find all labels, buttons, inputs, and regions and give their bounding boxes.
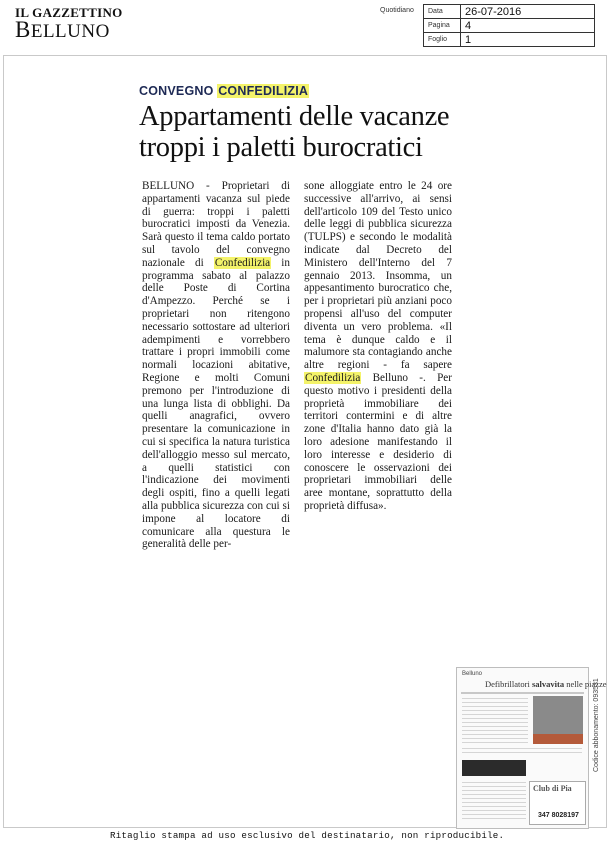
- thumbnail-dark-block: [462, 760, 526, 776]
- masthead-edition: BELLUNO: [15, 17, 110, 42]
- thumbnail-text-line: [462, 810, 526, 811]
- meta-value-page: 4: [461, 19, 595, 33]
- thumbnail-advertisement: [529, 781, 586, 825]
- thumbnail-text-line: [462, 718, 528, 719]
- headline-line-1: Appartamenti delle vacanze: [139, 101, 450, 132]
- masthead-title: IL GAZZETTINO: [15, 5, 123, 20]
- thumbnail-text-line: [462, 722, 528, 723]
- metadata-table: [423, 4, 595, 47]
- thumbnail-text-line: [462, 714, 528, 715]
- thumbnail-text-line: [462, 794, 526, 795]
- kicker-highlight: CONFEDILIZIA: [218, 84, 309, 98]
- newspaper-masthead: [15, 6, 135, 42]
- thumbnail-text-line: [462, 814, 526, 815]
- thumbnail-text-line: [462, 742, 528, 743]
- subscription-code: Codice abbonamento: 093531: [593, 678, 600, 772]
- thumbnail-text-line: [462, 752, 582, 753]
- thumbnail-text-line: [462, 798, 526, 799]
- thumbnail-text-line: [462, 710, 528, 711]
- meta-value-date: 26-07-2016: [461, 5, 595, 19]
- thumbnail-text-line: [462, 698, 528, 699]
- thumbnail-text-line: [462, 734, 528, 735]
- footer-disclaimer: Ritaglio stampa ad uso esclusivo del destinatario, non riproducibile.: [110, 830, 505, 841]
- thumbnail-text-line: [462, 706, 528, 707]
- thumbnail-headline: Defibrillatori salvavita nelle piazze: [485, 679, 607, 689]
- thumbnail-photo: [533, 696, 583, 734]
- thumbnail-text-line: [462, 786, 526, 787]
- thumbnail-text-line: [462, 748, 582, 749]
- thumbnail-text-line: [462, 818, 526, 819]
- article-column-1: BELLUNO - Proprietari di appartamenti vacanza sul piede di guerra: troppi i paletti burocratici imposti da Venezia. Sarà questo il tema caldo portato sul tavolo del convegno nazionale di Confedilizia in programma sabato al palazzo delle Poste di Cortina d'Ampezzo. Perché se i proprietari non ritengono necessario sottostare ad ulteriori adempimenti e vorrebbero trattare i propri immobili come normali locazioni abitative, Regione e molti Comuni premono per l'introduzione di una lunga lista di obblighi. Da quelli anagrafici, ovvero presentare la comunicazione in cui si specifica la natura turistica dell'alloggio messo sul mercato, a quelli statistici con l'indicazione dei movimenti degli ospiti, fino a quelli legati alla pubblica sicurezza con cui si impone al locatore di comunicare alla questura le generalità delle per-: [142, 180, 290, 551]
- meta-key-date: Data: [424, 5, 461, 19]
- article-column-2: sone alloggiate entro le 24 ore successive all'arrivo, ai sensi dell'articolo 109 del Testo unico delle leggi di pubblica sicurezza (TULPS) e secondo le modalità indicate dal Decreto del Ministero dell'Interno del 7 gennaio 2013. Insomma, un appesantimento burocratico che, per i proprietari più anziani poco propensi all'uso del computer diventa un vero problema. «Il tema è dunque caldo e il malumore sta contagiando anche altre regioni - fa sapere Confedilizia Belluno -. Per questo motivo i presidenti della proprietà immobiliare dei territori contermini e di altre zone d'Italia hanno dato già la loro adesione manifestando il loro interesse e desiderio di conoscere le osservazioni dei proprietari immobiliari delle aree montane, soprattutto della proprietà diffusa».: [304, 180, 452, 512]
- thumbnail-section: Belluno: [462, 671, 483, 677]
- ad-brand: Club di Pia: [533, 784, 572, 793]
- meta-key-sheet: Foglio: [424, 33, 461, 47]
- thumbnail-rule: [461, 692, 584, 694]
- thumbnail-text-line: [462, 730, 528, 731]
- thumbnail-text-line: [462, 802, 526, 803]
- thumbnail-text-line: [462, 738, 528, 739]
- thumbnail-text-line: [462, 726, 528, 727]
- publication-kind: Quotidiano: [380, 7, 414, 14]
- thumbnail-text-line: [462, 782, 526, 783]
- thumbnail-photo-caption: [533, 734, 583, 744]
- thumbnail-text-line: [462, 702, 528, 703]
- headline-line-2: troppi i paletti burocratici: [139, 132, 423, 163]
- keyword-highlight: Confedilizia: [305, 371, 361, 384]
- meta-value-sheet: 1: [461, 33, 595, 47]
- thumbnail-text-line: [462, 806, 526, 807]
- ad-phone: 347 8028197: [538, 812, 579, 819]
- meta-key-page: Pagina: [424, 19, 461, 33]
- thumbnail-text-line: [462, 790, 526, 791]
- article-kicker: CONVEGNO CONFEDILIZIA: [139, 84, 309, 98]
- keyword-highlight: Confedilizia: [214, 256, 271, 269]
- article-headline: [139, 101, 449, 163]
